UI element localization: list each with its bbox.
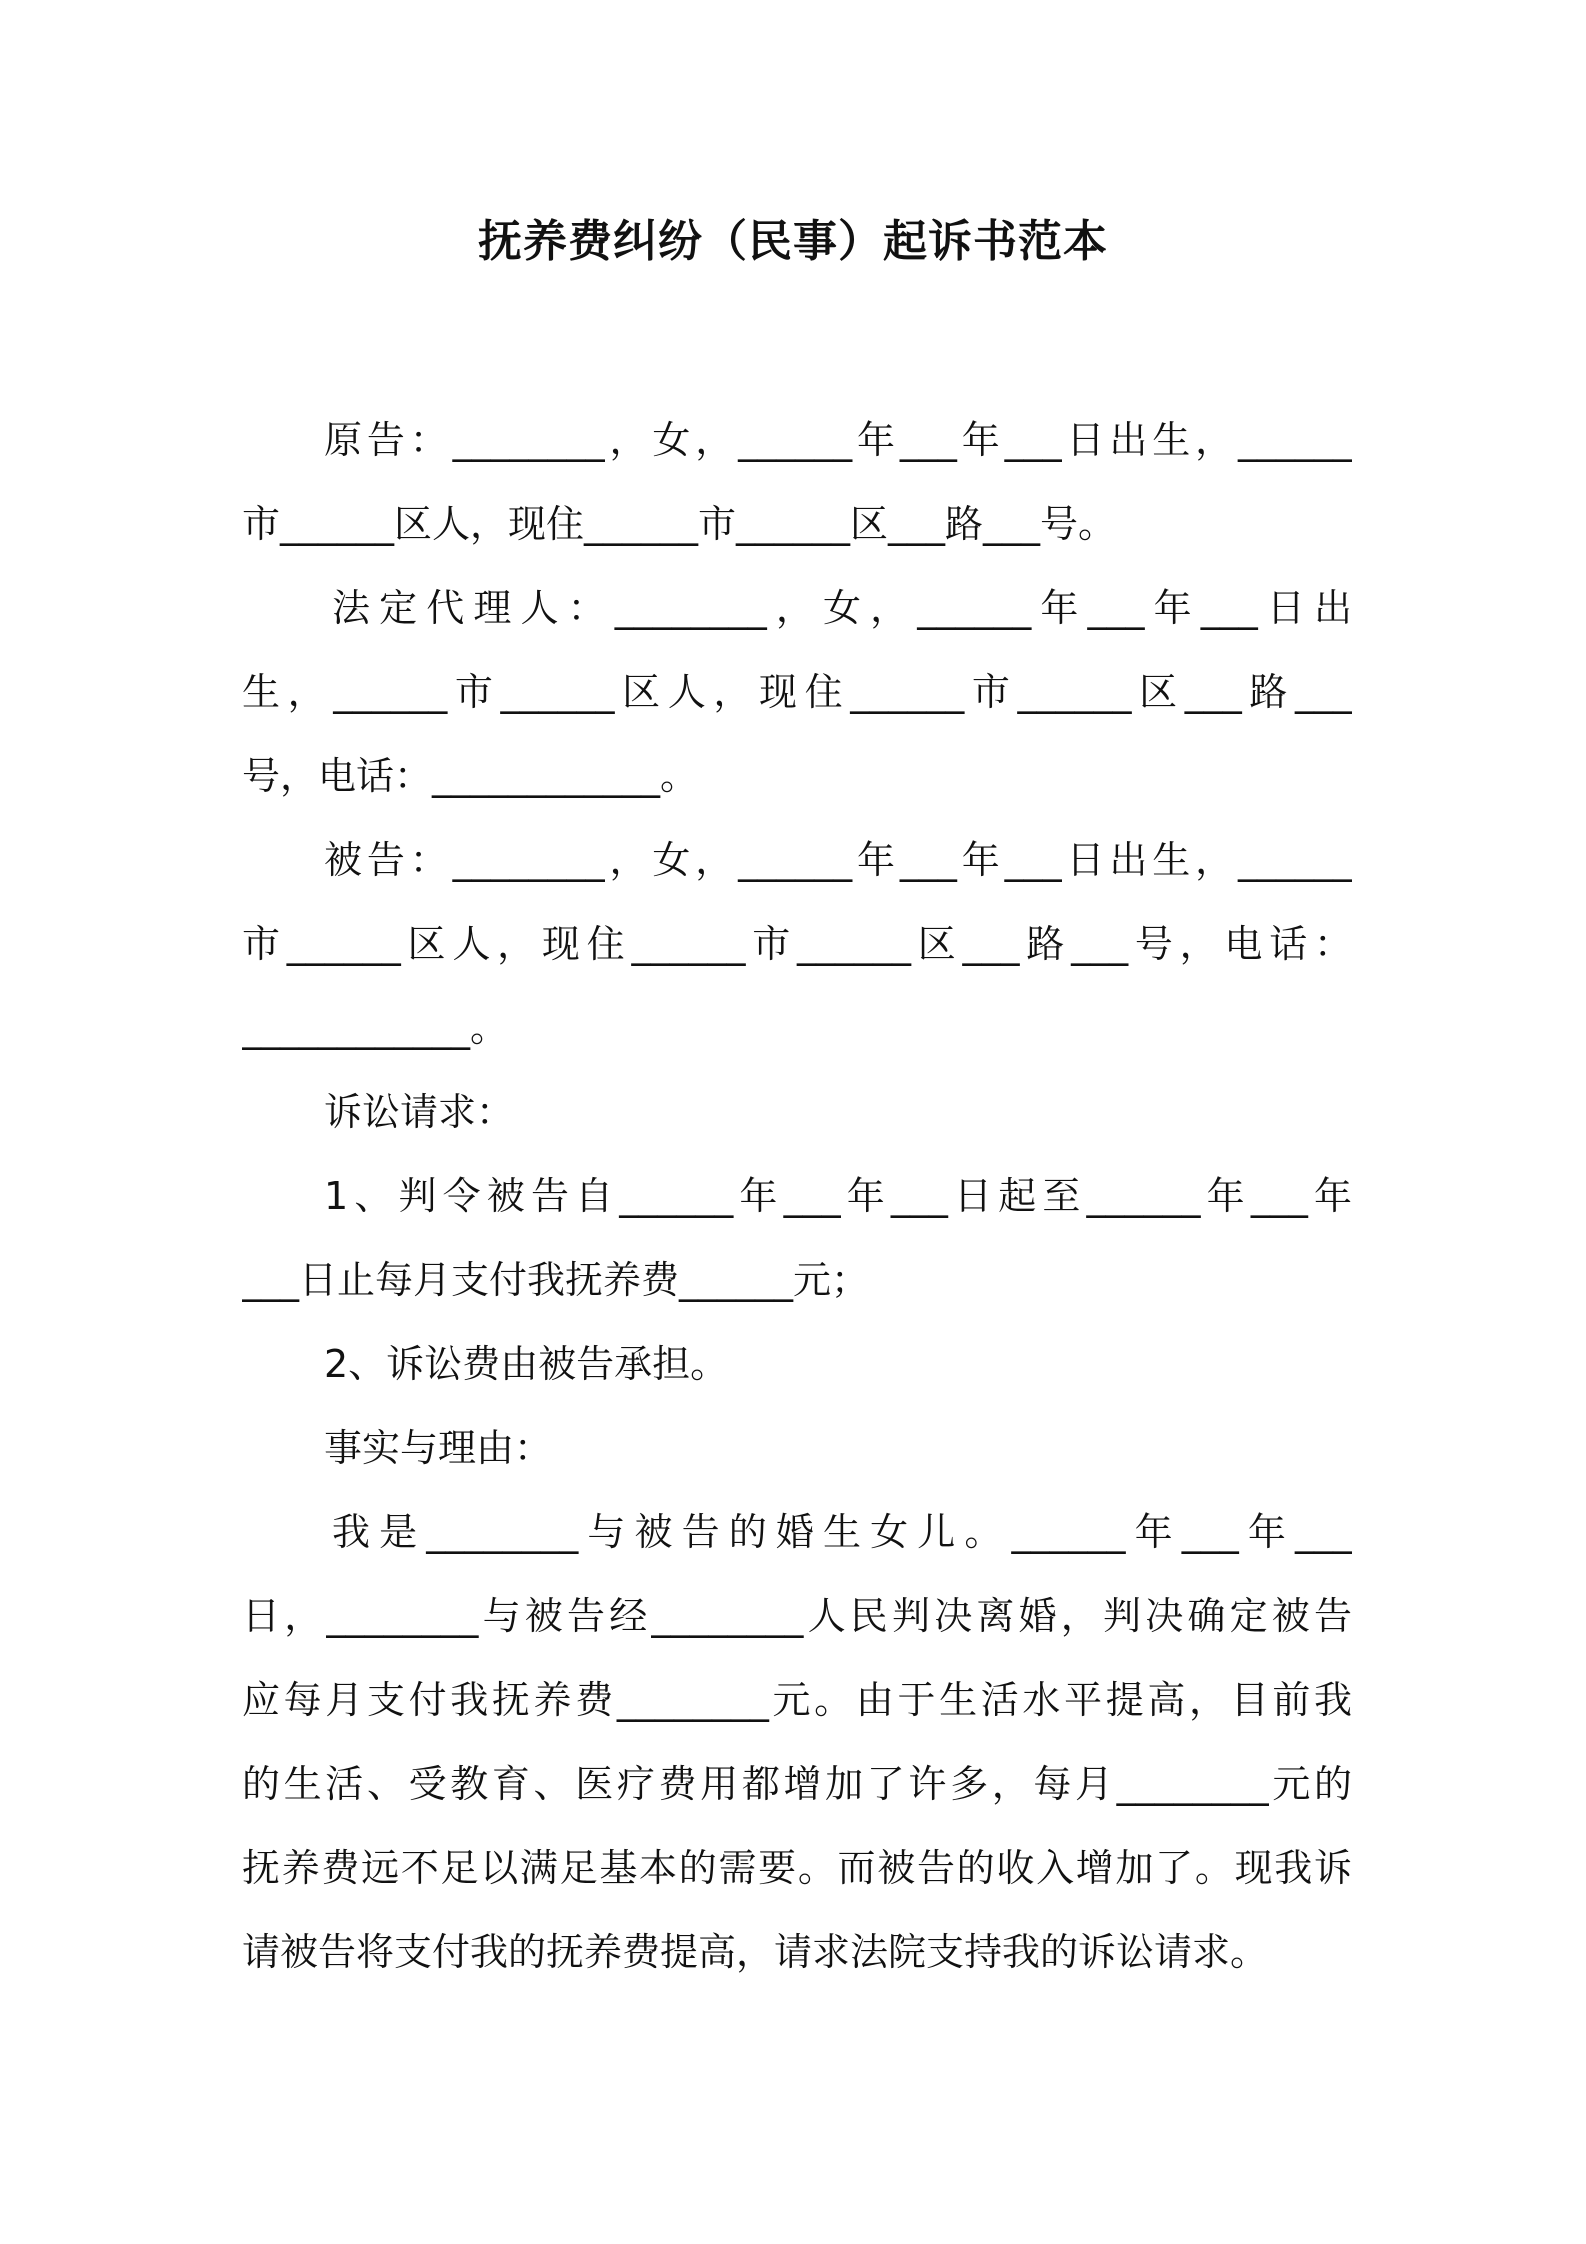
claim-2-line: 2、诉讼费由被告承担。 [324, 1342, 729, 1386]
claims-heading: 诉讼请求： [324, 1090, 515, 1134]
facts-line-4: 的生活、受教育、医疗费用都增加了许多，每月________元的 [242, 1762, 1352, 1806]
plaintiff-line-1: 原告：________，女，______年___年___日出生，______ [324, 418, 1352, 462]
defendant-line-2: 市______区人，现住______市______区___路___号，电话： [242, 922, 1352, 966]
facts-heading: 事实与理由： [324, 1426, 553, 1470]
claim-1-line-2: ___日止每月支付我抚养费______元； [242, 1258, 870, 1302]
agent-line-1: 法定代理人：________，女，______年___年___日出 [332, 586, 1352, 630]
agent-line-3: 号，电话：____________。 [242, 754, 699, 798]
defendant-line-1: 被告：________，女，______年___年___日出生，______ [324, 838, 1352, 882]
agent-line-2: 生，______市______区人，现住______市______区___路___ [242, 670, 1352, 714]
facts-line-5: 抚养费远不足以满足基本的需要。而被告的收入增加了。现我诉 [242, 1846, 1352, 1890]
facts-line-2: 日，________与被告经________人民判决离婚，判决确定被告 [242, 1594, 1352, 1638]
document-title: 抚养费纠纷（民事）起诉书范本 [478, 216, 1108, 267]
claim-1-line-1: 1、判令被告自______年___年___日起至______年___年 [324, 1174, 1352, 1218]
defendant-line-3: ____________。 [242, 1006, 509, 1050]
facts-line-6: 请被告将支付我的抚养费提高，请求法院支持我的诉讼请求。 [242, 1930, 1269, 1974]
facts-line-3: 应每月支付我抚养费________元。由于生活水平提高，目前我 [242, 1678, 1352, 1722]
facts-line-1: 我是________与被告的婚生女儿。______年___年___ [332, 1510, 1352, 1554]
plaintiff-line-2: 市______区人，现住______市______区___路___号。 [242, 502, 1117, 546]
